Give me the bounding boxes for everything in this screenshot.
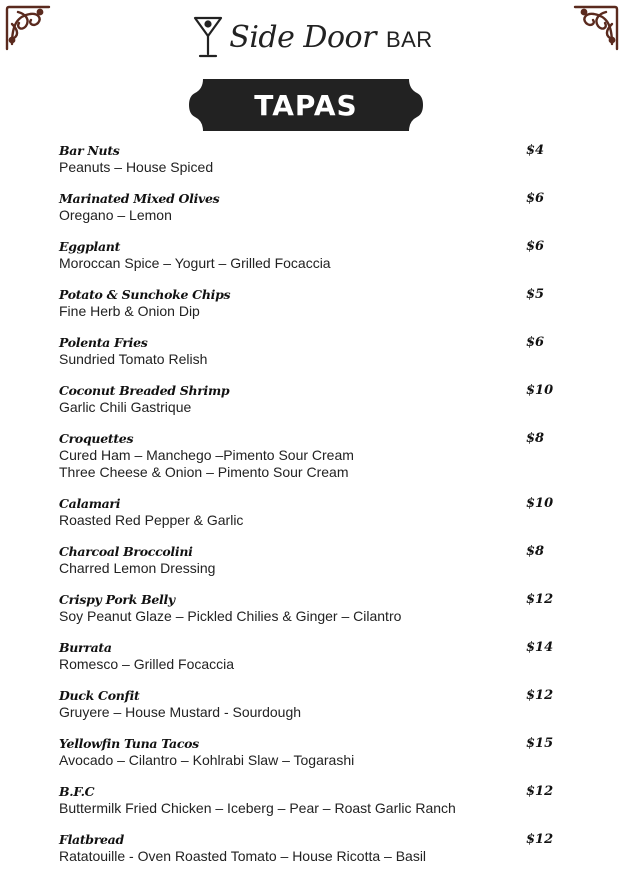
menu-item	[59, 190, 559, 224]
menu-item	[59, 430, 559, 481]
brand-logo	[0, 12, 626, 62]
item-price: $6	[526, 335, 545, 350]
item-description: Peanuts – House Spiced	[59, 159, 214, 175]
item-description: Fine Herb & Onion Dip	[59, 303, 200, 319]
item-description: Gruyere – House Mustard - Sourdough	[59, 704, 302, 720]
item-name: Croquettes	[59, 431, 134, 446]
item-price: $6	[526, 191, 545, 206]
item-name: Calamari	[59, 496, 121, 511]
menu-item	[59, 543, 559, 577]
item-name: Bar Nuts	[59, 143, 120, 158]
brand-suffix: BAR	[385, 27, 433, 52]
menu-item	[59, 334, 559, 368]
item-price: $6	[526, 239, 545, 254]
menu-item	[59, 286, 559, 320]
item-description: Sundried Tomato Relish	[59, 351, 208, 367]
brand-script: Side Door	[229, 19, 376, 55]
martini-glass-icon	[193, 14, 223, 60]
item-name: Potato & Sunchoke Chips	[59, 287, 231, 302]
item-description: Avocado – Cilantro – Kohlrabi Slaw – Togarashi	[59, 752, 355, 768]
item-name: Crispy Pork Belly	[59, 592, 175, 607]
menu-item	[59, 142, 559, 176]
section-banner	[189, 79, 423, 131]
item-price: $12	[526, 784, 554, 799]
item-description: Charred Lemon Dressing	[59, 560, 216, 576]
item-description: Buttermilk Fried Chicken – Iceberg – Pear – Roast Garlic Ranch	[59, 800, 456, 816]
item-description: Cured Ham – Manchego –Pimento Sour Cream	[59, 447, 354, 463]
item-description: Romesco – Grilled Focaccia	[59, 656, 235, 672]
item-description: Roasted Red Pepper & Garlic	[59, 512, 244, 528]
menu-item	[59, 783, 559, 817]
item-price: $12	[526, 688, 554, 703]
item-name: Burrata	[59, 640, 112, 655]
item-description: Moroccan Spice – Yogurt – Grilled Focaccia	[59, 255, 331, 271]
item-description: Oregano – Lemon	[59, 207, 172, 223]
item-price: $8	[526, 544, 545, 559]
item-description: Ratatouille - Oven Roasted Tomato – House Ricotta – Basil	[59, 848, 427, 864]
section-title: TAPAS	[254, 88, 358, 122]
item-name: Duck Confit	[59, 688, 140, 703]
menu-item	[59, 639, 559, 673]
item-name: Flatbread	[59, 832, 124, 847]
menu-item	[59, 831, 559, 865]
menu-item	[59, 382, 559, 416]
item-price: $10	[526, 496, 554, 511]
item-price: $10	[526, 383, 554, 398]
item-price: $12	[526, 592, 554, 607]
item-description: Soy Peanut Glaze – Pickled Chilies & Ginger – Cilantro	[59, 608, 402, 624]
menu-item	[59, 591, 559, 625]
menu-item	[59, 495, 559, 529]
item-price: $4	[526, 143, 545, 158]
item-description: Three Cheese & Onion – Pimento Sour Cream	[59, 464, 349, 480]
item-name: B.F.C	[59, 784, 95, 799]
item-price: $14	[526, 640, 554, 655]
item-name: Eggplant	[59, 239, 121, 254]
item-price: $15	[526, 736, 554, 751]
item-price: $12	[526, 832, 554, 847]
item-name: Charcoal Broccolini	[59, 544, 193, 559]
menu-item	[59, 687, 559, 721]
menu-item	[59, 735, 559, 769]
item-price: $8	[526, 431, 545, 446]
item-name: Yellowfin Tuna Tacos	[59, 736, 199, 751]
menu-list	[59, 142, 559, 879]
item-price: $5	[526, 287, 545, 302]
item-name: Coconut Breaded Shrimp	[59, 383, 230, 398]
item-name: Marinated Mixed Olives	[59, 191, 220, 206]
menu-item	[59, 238, 559, 272]
item-description: Garlic Chili Gastrique	[59, 399, 192, 415]
item-name: Polenta Fries	[59, 335, 148, 350]
